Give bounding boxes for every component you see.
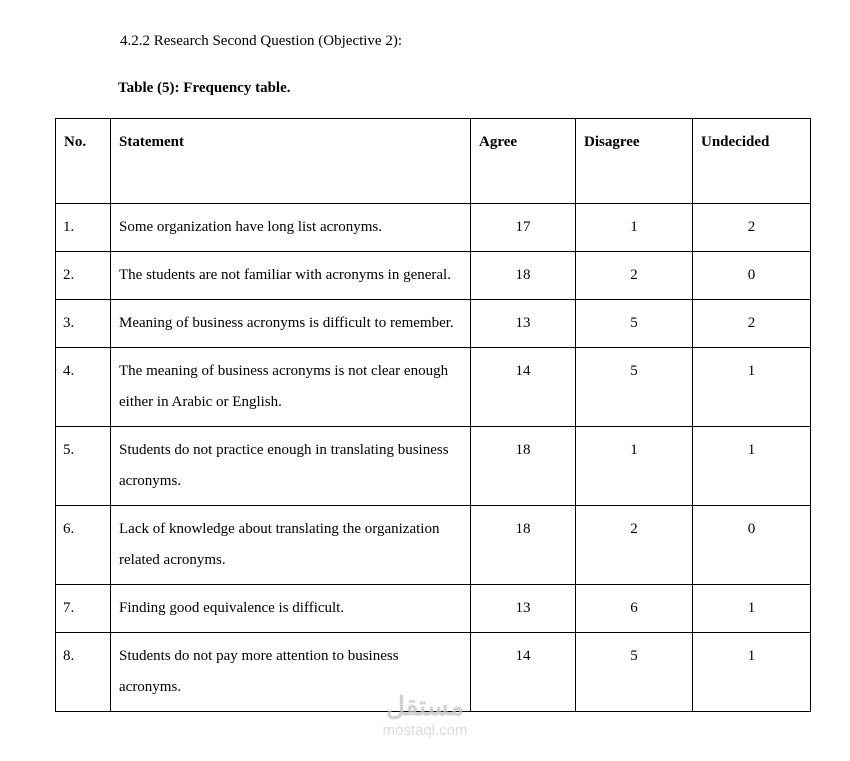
cell-no: 1.: [56, 204, 111, 252]
cell-no: 5.: [56, 427, 111, 506]
table-row: [56, 252, 811, 300]
table-row: [56, 427, 811, 506]
frequency-table: [55, 118, 811, 712]
cell-disagree: 5: [576, 348, 693, 427]
cell-statement: Meaning of business acronyms is difficult to remember.: [111, 300, 471, 348]
cell-disagree: 2: [576, 506, 693, 585]
column-header-agree: Agree: [471, 119, 576, 204]
cell-statement: Some organization have long list acronyms.: [111, 204, 471, 252]
cell-no: 7.: [56, 585, 111, 633]
cell-undecided: 0: [693, 506, 811, 585]
cell-undecided: 1: [693, 348, 811, 427]
table-header-row: [56, 119, 811, 204]
cell-disagree: 1: [576, 427, 693, 506]
table-row: [56, 585, 811, 633]
cell-statement: Students do not practice enough in translating business acronyms.: [111, 427, 471, 506]
table-row: [56, 204, 811, 252]
watermark-arabic-text: مستقل: [386, 692, 464, 721]
column-header-undecided: Undecided: [693, 119, 811, 204]
table-row: [56, 506, 811, 585]
cell-disagree: 5: [576, 300, 693, 348]
cell-undecided: 1: [693, 633, 811, 712]
cell-agree: 18: [471, 427, 576, 506]
cell-undecided: 1: [693, 427, 811, 506]
cell-disagree: 5: [576, 633, 693, 712]
cell-statement: Students do not pay more attention to business acronyms.: [111, 633, 471, 712]
cell-disagree: 1: [576, 204, 693, 252]
column-header-statement: Statement: [111, 119, 471, 204]
table-row: [56, 348, 811, 427]
column-header-disagree: Disagree: [576, 119, 693, 204]
cell-statement: The meaning of business acronyms is not clear enough either in Arabic or English.: [111, 348, 471, 427]
table-caption: Table (5): Frequency table.: [118, 80, 291, 96]
cell-undecided: 1: [693, 585, 811, 633]
cell-agree: 14: [471, 348, 576, 427]
cell-undecided: 2: [693, 204, 811, 252]
watermark-site-text: mostaql.com: [382, 722, 468, 739]
cell-agree: 17: [471, 204, 576, 252]
table-row: [56, 633, 811, 712]
cell-no: 8.: [56, 633, 111, 712]
cell-no: 3.: [56, 300, 111, 348]
cell-undecided: 2: [693, 300, 811, 348]
table-header: [56, 119, 811, 204]
table-row: [56, 300, 811, 348]
cell-no: 6.: [56, 506, 111, 585]
cell-disagree: 6: [576, 585, 693, 633]
cell-agree: 13: [471, 300, 576, 348]
section-heading: 4.2.2 Research Second Question (Objective 2):: [120, 33, 403, 49]
cell-agree: 18: [471, 252, 576, 300]
cell-statement: Lack of knowledge about translating the organization related acronyms.: [111, 506, 471, 585]
table-body: [56, 204, 811, 712]
cell-disagree: 2: [576, 252, 693, 300]
column-header-no: No.: [56, 119, 111, 204]
cell-agree: 13: [471, 585, 576, 633]
cell-agree: 18: [471, 506, 576, 585]
cell-undecided: 0: [693, 252, 811, 300]
cell-statement: The students are not familiar with acronyms in general.: [111, 252, 471, 300]
cell-statement: Finding good equivalence is difficult.: [111, 585, 471, 633]
cell-no: 4.: [56, 348, 111, 427]
cell-no: 2.: [56, 252, 111, 300]
cell-agree: 14: [471, 633, 576, 712]
